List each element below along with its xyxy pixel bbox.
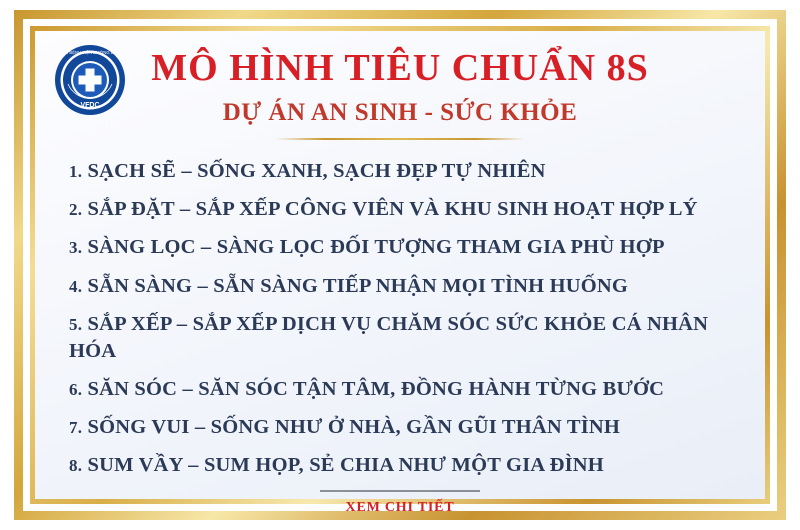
poster-footer (35, 490, 765, 516)
list-item-label: SẠCH SẼ – SỐNG XANH, SẠCH ĐẸP TỰ NHIÊN (87, 160, 546, 183)
footer-divider (320, 490, 480, 492)
poster-header (35, 31, 765, 144)
list-item-label: SĂN SÓC – SĂN SÓC TẬN TÂM, ĐỒNG HÀNH TỪNG BƯỚC (87, 377, 665, 400)
list-item (69, 234, 731, 261)
vfdc-medical-logo-icon (53, 43, 127, 117)
list-item-number: 3. (69, 238, 83, 258)
list-item (69, 273, 731, 300)
list-item-label: SỐNG VUI – SỐNG NHƯ Ở NHÀ, GẦN GŨI THÂN TÌNH (87, 415, 621, 438)
frame-gold-inner (30, 26, 770, 515)
list-item (69, 196, 731, 223)
list-item-label: SUM VẦY – SUM HỌP, SẺ CHIA NHƯ MỘT GIA ĐÌNH (87, 453, 604, 476)
list-item-number: 8. (69, 455, 83, 475)
frame-gold-outer (14, 10, 786, 520)
page-subtitle: DỰ ÁN AN SINH - SỨC KHỎE (222, 98, 578, 126)
list-item (69, 376, 731, 403)
list-item-number: 6. (69, 379, 83, 399)
list-item-label: SẮP ĐẶT – SẮP XẾP CÔNG VIÊN VÀ KHU SINH HOẠT HỢP LÝ (87, 198, 698, 221)
list-item-label: SÀNG LỌC – SÀNG LỌC ĐỐI TƯỢNG THAM GIA PHÙ HỢP (87, 236, 665, 259)
header-divider (275, 138, 525, 140)
list-item (69, 414, 731, 441)
page-title: MÔ HÌNH TIÊU CHUẨN 8S (151, 47, 649, 89)
list-item (69, 311, 731, 365)
svg-text:HỘI BỆNH VIỆN DƯỠNG LÃO: HỘI BỆNH VIỆN DƯỠNG LÃO (60, 50, 120, 55)
list-item-number: 1. (69, 162, 83, 182)
standards-list (35, 144, 765, 478)
list-item-number: 5. (69, 314, 83, 334)
list-item-label: SẴN SÀNG – SẴN SÀNG TIẾP NHẬN MỌI TÌNH HUỐNG (87, 274, 629, 297)
view-details-link[interactable]: XEM CHI TIẾT (345, 499, 455, 515)
poster-content-area (35, 31, 765, 515)
list-item-number: 2. (69, 200, 83, 220)
list-item (69, 158, 731, 185)
list-item-number: 4. (69, 276, 83, 296)
list-item-label: SẮP XẾP – SẮP XẾP DỊCH VỤ CHĂM SÓC SỨC KHỎE CÁ NHÂN HÓA (69, 312, 709, 362)
list-item (69, 452, 731, 479)
svg-text:VFDC: VFDC (80, 102, 100, 109)
list-item-number: 7. (69, 417, 83, 437)
frame-white-band (23, 19, 777, 515)
